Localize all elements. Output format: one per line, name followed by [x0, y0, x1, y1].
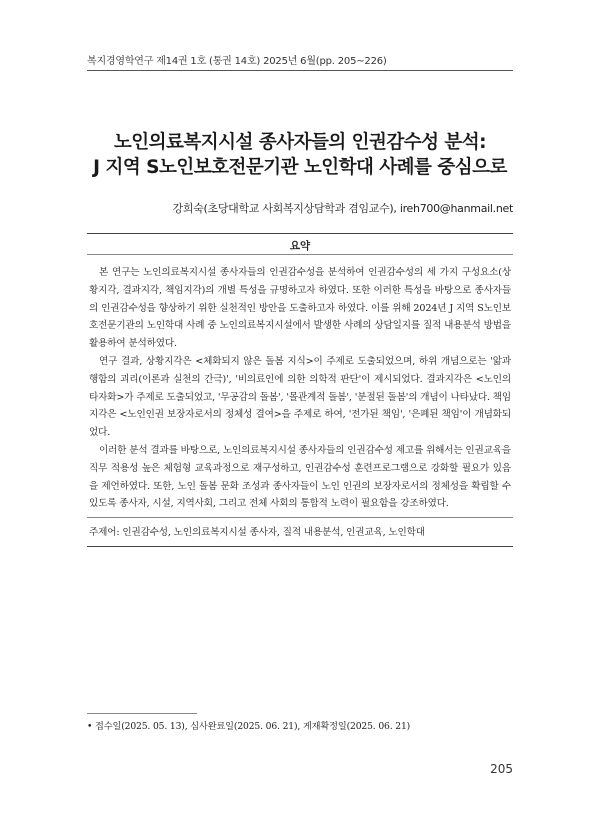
abstract-bottom-rule [87, 546, 513, 547]
abstract-paragraph-2: 연구 결과, 상황지각은 <체화되지 않은 돌봄 지식>이 주제로 도출되었으며, 하위 개념으로는 '앎과 행함의 괴리(이론과 실천의 간극)', '비의료인에 의한 의학적 판단'이 제시되었다. 결과지각은 <노인의 타자화>가 주제로 도출되었고, '무공감의 돌봄', '몰관계적 돌봄', '분절된 돌봄'의 개념이 나타났다. 책임지각은 <노인인권 보장자로서의 정체성 결여>을 주제로 하여, '전가된 책임', '은폐된 책임'이 개념화되었다. [89, 355, 511, 439]
title-line-1: 노인의료복지시설 종사자들의 인권감수성 분석: [113, 132, 487, 153]
header-rule [87, 70, 513, 71]
footnote: • 접수일(2025. 05. 13), 심사완료일(2025. 06. 21), 게재확정일(2025. 06. 21) [87, 721, 411, 732]
title-line-2: J 지역 S노인보호전문기관 노인학대 사례를 중심으로 [93, 157, 507, 178]
journal-header: 복지경영학연구 제14권 1호 (통권 14호) 2025년 6월(pp. 205~226) [87, 56, 387, 67]
footnote-rule [87, 713, 197, 714]
author-line: 강희숙(초당대학교 사회복지상담학과 겸임교수), ireh700@hanmail.net [172, 202, 513, 215]
keywords: 주제어: 인권감수성, 노인의료복지시설 종사자, 질적 내용분석, 인권교육, 노인학대 [89, 527, 425, 539]
abstract-section [87, 233, 513, 547]
abstract-paragraph-1: 본 연구는 노인의료복지시설 종사자들의 인권감수성을 분석하여 인권감수성의 세 가지 구성요소(상황지각, 결과지각, 책임지각)의 개별 특성을 규명하고자 하였다. 또한 이러한 특성을 바탕으로 종사자들의 인권감수성을 향상하기 위한 실천적인 방안을 도출하고자 하였다. 이를 위해 2024년 J 지역 S노인보호전문기관의 노인학대 사례 중 노인의료복지시설에서 발생한 사례의 상담일지를 질적 내용분석 방법을 활용하여 분석하였다. [89, 267, 511, 350]
abstract-paragraph-3: 이러한 분석 결과를 바탕으로, 노인의료복지시설 종사자들의 인권감수성 제고를 위해서는 인권교육을 직무 적용성 높은 체험형 교육과정으로 재구성하고, 인권감수성 훈련프로그램으로 강화할 필요가 있음을 제언하였다. 또한, 노인 돌봄 문화 조성과 종사자들이 노인 인권의 보장자로서의 정체성을 확립할 수 있도록 종사자, 시설, 지역사회, 그리고 전체 사회의 통합적 노력이 필요함을 강조하였다. [89, 444, 511, 510]
page-number: 205 [490, 762, 513, 776]
abstract-body [87, 255, 513, 513]
abstract-heading: 요약 [289, 240, 311, 252]
